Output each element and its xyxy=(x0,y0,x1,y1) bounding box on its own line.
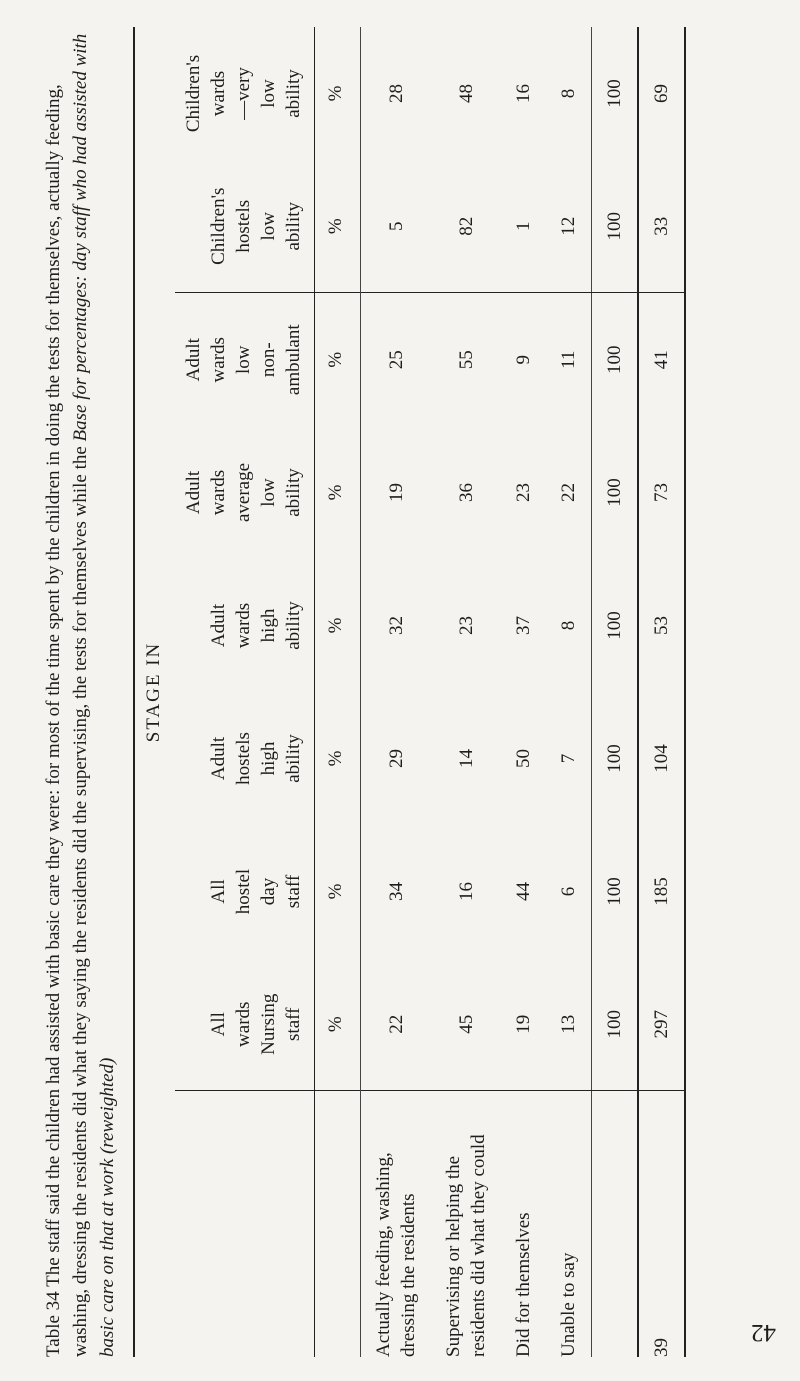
row-label: Supervising or helping the residents did what they could xyxy=(443,1134,489,1357)
stage-band: STAGE IN xyxy=(143,641,164,743)
table-cell: 13 xyxy=(546,958,592,1091)
content xyxy=(40,27,686,1357)
table-cell: 34 xyxy=(385,882,407,901)
column-header: Children's wards —very low ability xyxy=(175,27,315,160)
table-cell: 5 xyxy=(361,160,432,293)
table-cell: 185 xyxy=(651,877,672,906)
table-row xyxy=(501,27,546,1357)
table-cell: 41 xyxy=(651,350,672,370)
table-cell: 73 xyxy=(651,483,672,502)
table-cell: 28 xyxy=(385,84,407,103)
table-cell: 297 xyxy=(638,958,684,1091)
unit-cell: % xyxy=(315,160,361,293)
table-cell: 100 xyxy=(592,160,639,293)
header-row xyxy=(175,27,315,1357)
caption-base: Base for percentages: day staff who had assisted with basic care on that at work (reweighted) xyxy=(70,33,118,1357)
table-cell: 19 xyxy=(501,958,546,1091)
table-cell: 16 xyxy=(455,882,477,901)
table-cell: 11 xyxy=(558,350,579,369)
table-cell: 23 xyxy=(455,616,477,635)
page-number: 42 xyxy=(751,1319,776,1346)
table-cell: 104 xyxy=(651,744,672,773)
column-header: Adult wards high ability xyxy=(175,559,315,692)
table-cell: 100 xyxy=(592,27,639,160)
column-header: Adult wards low non- ambulant xyxy=(175,293,315,426)
column-header: Children's hostels low ability xyxy=(175,160,315,293)
row-label: Actually feeding, washing, dressing the residents xyxy=(373,1152,419,1357)
table-cell: 100 xyxy=(592,426,639,559)
table-cell: 45 xyxy=(431,958,501,1091)
table-cell: 100 xyxy=(592,293,639,426)
table-cell: 100 xyxy=(592,958,639,1091)
unit-cell: % xyxy=(315,559,361,692)
column-header: Adult hostels high ability xyxy=(175,692,315,825)
table-cell: 19 xyxy=(385,483,407,502)
table-caption xyxy=(40,27,121,1357)
unit-cell: % xyxy=(315,293,361,426)
table-cell: 9 xyxy=(513,355,534,365)
table-cell: 82 xyxy=(431,160,501,293)
column-header: All hostel day staff xyxy=(175,825,315,958)
data-table xyxy=(175,27,684,1357)
column-header: All wards Nursing staff xyxy=(175,958,315,1091)
caption-text: The staff said the children had assisted with basic care they were: for most of the time spent by the children in doing the tests for themselves, actually feeding, washing, dressing the residents did what they saying the residents did the supervising, the tests for themselves while the xyxy=(43,84,91,1357)
table-cell: 48 xyxy=(455,84,477,103)
table-cell: 23 xyxy=(513,483,534,502)
bottom-rule xyxy=(684,27,686,1357)
table-cell: 100 xyxy=(592,559,639,692)
table-cell: 22 xyxy=(558,483,579,502)
table-cell: 1 xyxy=(501,160,546,293)
table-cell: 8 xyxy=(558,620,579,631)
column-header: Adult wards average low ability xyxy=(175,426,315,559)
total-row xyxy=(592,27,639,1357)
table-cell: 29 xyxy=(385,749,407,768)
table-cell: 14 xyxy=(455,749,477,768)
table-row xyxy=(361,27,432,1357)
row-label: Unable to say xyxy=(558,1252,579,1357)
table-cell: 37 xyxy=(513,616,534,635)
unit-row xyxy=(315,27,361,1357)
table-cell: 16 xyxy=(513,84,534,103)
table-cell: 55 xyxy=(455,350,477,370)
table-cell: 33 xyxy=(638,160,684,293)
table-cell: 6 xyxy=(558,886,579,897)
table-cell: 8 xyxy=(558,88,579,99)
table-cell: 100 xyxy=(592,692,639,825)
table-cell: 7 xyxy=(558,753,579,764)
table-cell: 25 xyxy=(385,350,407,370)
table-cell: 69 xyxy=(651,84,672,103)
unit-cell: % xyxy=(315,27,361,160)
table-cell: 44 xyxy=(513,882,534,901)
row-label xyxy=(592,1091,639,1357)
table-cell: 50 xyxy=(513,749,534,768)
table-cell: 12 xyxy=(546,160,592,293)
table-cell: 22 xyxy=(361,958,432,1091)
table-cell: 53 xyxy=(651,616,672,635)
unit-stub xyxy=(315,1091,361,1357)
table-cell: 100 xyxy=(592,825,639,958)
stub-header xyxy=(175,1091,315,1357)
base-row xyxy=(638,27,684,1357)
row-label: Did for themselves xyxy=(513,1212,534,1357)
row-label: 39 xyxy=(651,1338,672,1357)
table-row xyxy=(546,27,592,1357)
unit-cell: % xyxy=(315,825,361,958)
table-cell: 32 xyxy=(385,616,407,635)
unit-cell: % xyxy=(315,958,361,1091)
unit-cell: % xyxy=(315,692,361,825)
table-label: Table 34 xyxy=(43,1291,64,1357)
table-row xyxy=(431,27,501,1357)
table-cell: 36 xyxy=(455,483,477,502)
unit-cell: % xyxy=(315,426,361,559)
